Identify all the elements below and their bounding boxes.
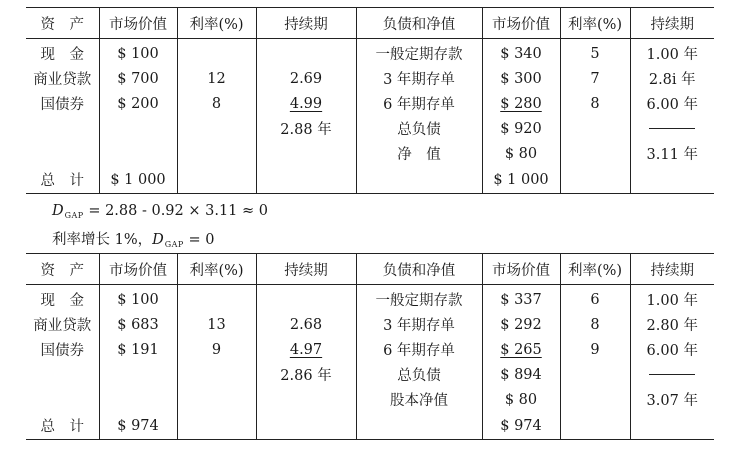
table-cell: $ 894	[482, 362, 560, 387]
formula-expression: = 2.88 - 0.92 × 3.11 ≈ 0	[88, 203, 269, 219]
table-cell	[26, 362, 99, 387]
rate-increase-note	[52, 228, 214, 249]
underlined-value: $ 265	[500, 341, 542, 358]
table-cell: $ 1 000	[482, 166, 560, 194]
table-cell: 商业贷款	[33, 318, 92, 334]
header-assets: 资 产	[26, 8, 99, 39]
table-cell	[482, 91, 560, 116]
table-cell	[177, 387, 256, 412]
header-asset-market-value: 市场价值	[99, 254, 177, 285]
table-cell: $ 292	[482, 312, 560, 337]
table-cell	[560, 141, 630, 166]
header-liabilities-equity: 负债和净值	[356, 8, 482, 39]
table-cell	[177, 141, 256, 166]
underlined-value: 4.99	[289, 95, 323, 112]
table-cell: 一般定期存款	[356, 285, 482, 313]
table-cell: 总负债	[356, 116, 482, 141]
table-row	[26, 312, 714, 337]
duration-gap-formula	[52, 203, 268, 220]
table-cell: 国债券	[40, 343, 84, 359]
sum-rule	[649, 128, 695, 129]
table-cell: $ 974	[99, 412, 177, 440]
table-cell: $ 80	[482, 387, 560, 412]
table-row	[26, 91, 714, 116]
table-cell: 总 计	[26, 412, 99, 440]
table-row	[26, 337, 714, 362]
table-cell	[256, 39, 356, 67]
table-cell: $ 200	[99, 91, 177, 116]
balance-sheet-table-after	[26, 253, 714, 440]
table-cell	[99, 116, 177, 141]
table-cell	[99, 387, 177, 412]
table-row	[26, 387, 714, 412]
table-cell	[26, 387, 99, 412]
header-asset-market-value: 市场价值	[99, 8, 177, 39]
table-cell: $ 300	[482, 66, 560, 91]
table-cell: $ 683	[99, 312, 177, 337]
table-cell: 2.68	[256, 312, 356, 337]
table-cell: 1.00 年	[630, 39, 714, 67]
table-cell: 6 年期存单	[356, 91, 482, 116]
header-asset-rate: 利率(%)	[177, 254, 256, 285]
table-cell	[256, 91, 356, 116]
table-cell	[256, 141, 356, 166]
table-cell: 6	[560, 285, 630, 313]
table-cell: 净 值	[356, 141, 482, 166]
table-cell	[177, 362, 256, 387]
table-cell: 总 计	[26, 166, 99, 194]
balance-sheet-table-before	[26, 7, 714, 194]
table-cell: 12	[177, 66, 256, 91]
table-cell	[560, 362, 630, 387]
table-cell: 现 金	[40, 47, 84, 63]
table-cell: 股本净值	[356, 387, 482, 412]
table-row	[26, 39, 714, 67]
table-cell: $ 100	[99, 39, 177, 67]
table-cell	[630, 412, 714, 440]
table-row	[26, 362, 714, 387]
table-cell: 8	[177, 91, 256, 116]
table-cell	[177, 116, 256, 141]
table-cell: 总负债	[356, 362, 482, 387]
d-gap-symbol: $D_{GAP}$	[152, 232, 184, 249]
header-liability-duration: 持续期	[630, 254, 714, 285]
table-cell: 9	[560, 337, 630, 362]
table-cell: $ 700	[99, 66, 177, 91]
header-liabilities-equity: 负债和净值	[356, 254, 482, 285]
table-cell: $ 100	[99, 285, 177, 313]
table-cell	[177, 412, 256, 440]
table-cell: 6.00 年	[630, 337, 714, 362]
header-asset-duration: 持续期	[256, 8, 356, 39]
table-cell: $ 191	[99, 337, 177, 362]
table-cell: 13	[177, 312, 256, 337]
table-cell: 3 年期存单	[356, 66, 482, 91]
table-cell	[482, 337, 560, 362]
table-cell	[560, 166, 630, 194]
table-cell: 一般定期存款	[356, 39, 482, 67]
table-row	[26, 412, 714, 440]
table-cell: 3 年期存单	[356, 312, 482, 337]
table-cell	[177, 166, 256, 194]
table-cell: 7	[560, 66, 630, 91]
d-gap-symbol: $D_{GAP}$	[52, 203, 84, 220]
table-cell: 6 年期存单	[356, 337, 482, 362]
table-cell	[356, 166, 482, 194]
table-cell	[256, 412, 356, 440]
table-cell	[630, 166, 714, 194]
table-cell	[99, 141, 177, 166]
note-prefix: 利率增长 1%，	[52, 232, 153, 248]
header-row	[26, 254, 714, 285]
sum-rule	[649, 374, 695, 375]
table-row	[26, 66, 714, 91]
table-cell: 6.00 年	[630, 91, 714, 116]
table-cell	[256, 166, 356, 194]
table-cell: $ 337	[482, 285, 560, 313]
table-cell	[256, 285, 356, 313]
table-cell	[26, 141, 99, 166]
table-cell: 3.07 年	[630, 387, 714, 412]
table-cell	[356, 412, 482, 440]
table-cell	[560, 387, 630, 412]
table-cell	[177, 285, 256, 313]
header-liability-rate: 利率(%)	[560, 254, 630, 285]
table-cell: 现 金	[40, 293, 84, 309]
table-cell: $ 974	[482, 412, 560, 440]
table-cell	[99, 362, 177, 387]
table-cell: 9	[177, 337, 256, 362]
table-cell: 1.00 年	[630, 285, 714, 313]
table-cell: 2.88 年	[256, 116, 356, 141]
header-asset-duration: 持续期	[256, 254, 356, 285]
table-cell: 2.8i 年	[630, 66, 714, 91]
header-liability-rate: 利率(%)	[560, 8, 630, 39]
table-cell	[256, 387, 356, 412]
table-cell	[630, 116, 714, 141]
header-asset-rate: 利率(%)	[177, 8, 256, 39]
table-row	[26, 285, 714, 313]
table-cell: 2.69	[256, 66, 356, 91]
table-cell: 8	[560, 91, 630, 116]
table-cell	[560, 412, 630, 440]
header-row	[26, 8, 714, 39]
underlined-value: $ 280	[500, 95, 542, 112]
header-liability-market-value: 市场价值	[482, 254, 560, 285]
underlined-value: 4.97	[289, 341, 323, 358]
table-cell: $ 1 000	[99, 166, 177, 194]
note-result: = 0	[188, 232, 215, 248]
table-cell: $ 920	[482, 116, 560, 141]
table-row	[26, 141, 714, 166]
table-row	[26, 116, 714, 141]
table-cell: 2.86 年	[256, 362, 356, 387]
table-row	[26, 166, 714, 194]
header-liability-market-value: 市场价值	[482, 8, 560, 39]
table-cell: 5	[560, 39, 630, 67]
table-cell	[26, 116, 99, 141]
table-cell: 3.11 年	[630, 141, 714, 166]
table-cell: $ 80	[482, 141, 560, 166]
table-cell: 8	[560, 312, 630, 337]
table-cell	[177, 39, 256, 67]
table-cell: $ 340	[482, 39, 560, 67]
table-cell: 2.80 年	[630, 312, 714, 337]
header-assets: 资 产	[26, 254, 99, 285]
header-liability-duration: 持续期	[630, 8, 714, 39]
table-cell	[560, 116, 630, 141]
table-cell: 国债券	[40, 97, 84, 113]
table-cell	[256, 337, 356, 362]
table-cell: 商业贷款	[33, 72, 92, 88]
table-cell	[630, 362, 714, 387]
